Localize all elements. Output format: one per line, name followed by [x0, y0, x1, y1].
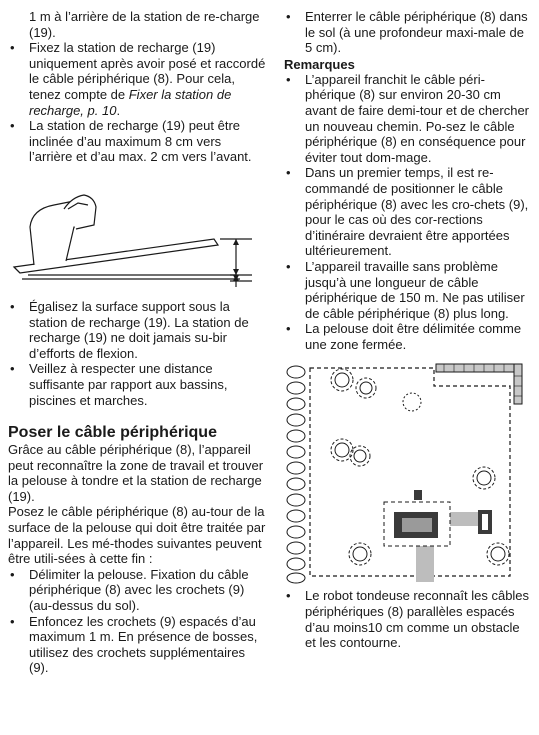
item-reference: Fixer la station de recharge, p. 10	[29, 86, 232, 118]
list-item: • L’appareil franchit le câble péri-phérique (8) sur environ 20-30 cm avant de faire demi-tour et de chercher un nouveau chemin. Po-sez le câble périphérique (8) en conséquence pour éviter tout dom-mage.	[284, 72, 532, 166]
list-item: • Le robot tondeuse reconnaît les câbles périphériques (8) parallèles espacés d’au moins10 cm comme un obstacle et les contourne.	[284, 588, 532, 650]
bullet-list-a	[284, 9, 532, 56]
list-item	[8, 40, 266, 118]
intro-continuation: 1 m à l’arrière de la station de re-charge (19).	[29, 9, 260, 40]
lawn-layout-diagram	[284, 362, 524, 584]
item-text-end: .	[116, 102, 121, 118]
bullet-list-c	[8, 567, 266, 676]
list-item: • La pelouse doit être délimitée comme une zone fermée.	[284, 321, 532, 352]
item-text: Fixez la station de recharge (19) uniquement après avoir posé et raccordé le câble périphérique (8). Pour cela, tenez compte de	[29, 40, 266, 102]
paragraph: Grâce au câble périphérique (8), l’appareil peut reconnaître la zone de travail et trouver la pelouse à tondre et la station de recharge (19).	[8, 442, 264, 504]
left-column	[8, 0, 266, 676]
list-item: • Dans un premier temps, il est re-commandé de positionner le câble périphérique (8) avec les cro-chets (9), pour le cas où des cor-rections d’itinéraire devraient être apportées ultérieurement.	[284, 165, 532, 259]
bullet-list-b	[8, 299, 266, 408]
list-item: • L’appareil travaille sans problème jusqu’à une longueur de câble périphérique de 150 m. Ne pas utiliser de câble périphérique (8) plus long.	[284, 259, 532, 321]
list-item: • Enterrer le câble périphérique (8) dans le sol (à une profondeur maxi-male de 5 cm).	[284, 9, 532, 56]
list-item: • Délimiter la pelouse. Fixation du câble périphérique (8) avec les crochets (9) (au-dessus du sol).	[8, 567, 266, 614]
station-incline-figure	[8, 179, 258, 291]
list-item: • La station de recharge (19) peut être inclinée d’au maximum 8 cm vers l’arrière et d’au max. 2 cm vers l’avant.	[8, 118, 266, 165]
bullet-list-c	[284, 588, 532, 650]
right-column	[284, 0, 532, 651]
remarks-heading: Remarques	[284, 56, 355, 72]
section-heading: Poser le câble périphérique	[8, 424, 217, 442]
list-item: • Enfoncez les crochets (9) espacés d’au maximum 1 m. En présence de bosses, utilisez des crochets supplémentaires (9).	[8, 614, 266, 676]
list-item: • Égalisez la surface support sous la station de recharge (19). La station de recharge (19) ne doit jamais su-bir d’efforts de flexion.	[8, 299, 266, 361]
bullet-list-a	[8, 40, 266, 165]
bullet-list-b	[284, 72, 532, 353]
paragraph: Posez le câble périphérique (8) au-tour de la surface de la pelouse qui doit être traitée par l’appareil. Les mé-thodes suivantes peuvent être utili-sées à cette fin :	[8, 504, 266, 567]
list-item: • Veillez à respecter une distance suffisante par rapport aux bassins, piscines et marches.	[8, 361, 266, 408]
